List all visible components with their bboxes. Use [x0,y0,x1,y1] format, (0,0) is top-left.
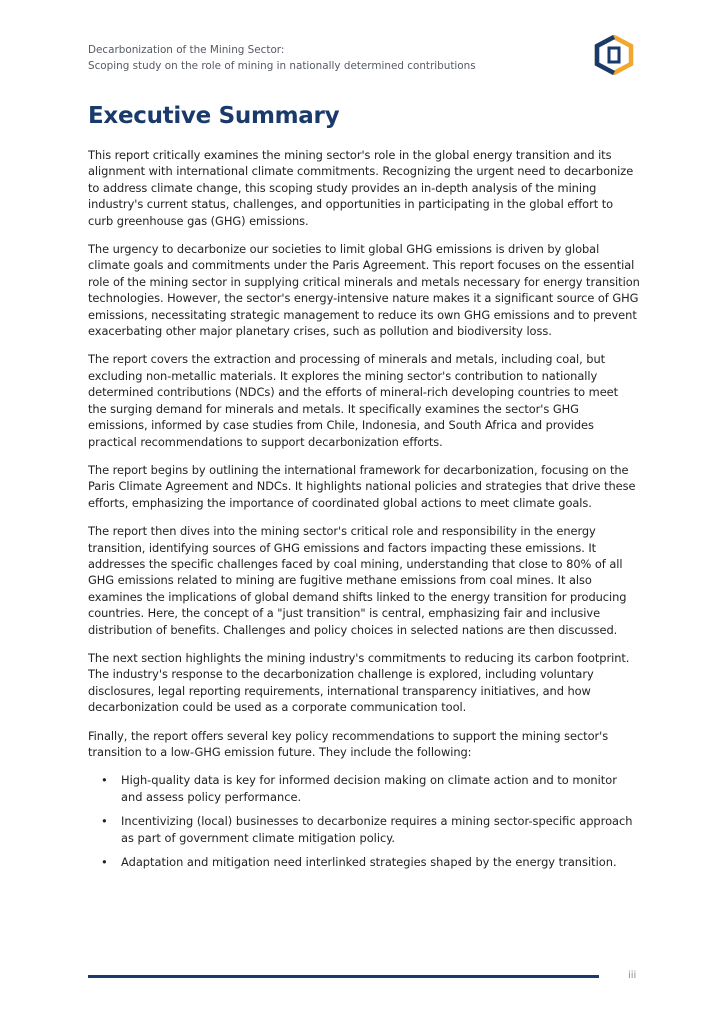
paragraph-4: The report begins by outlining the international framework for decarbonization, focusing on the Paris Climate Agreement and NDCs. It highlights national policies and strategies that drive these efforts, emphasizing the importance of coordinated global actions to meet climate goals. [88,462,636,510]
list-item [88,854,640,870]
running-header [88,42,568,74]
list-item-text: High-quality data is key for informed decision making on climate action and to monitor and assess policy performance. [121,773,617,804]
paragraph-5: The report then dives into the mining sector's critical role and responsibility in the energy transition, identifying sources of GHG emissions and factors impacting these emissions. It addresses the specific challenges faced by coal mining, understanding that close to 80% of all GHG emissions related to mining are fugitive methane emissions from coal mines. It also examines the implications of global demand shifts linked to the energy transition for producing countries. Here, the concept of a "just transition" is central, emphasizing fair and inclusive distribution of benefits. Challenges and policy choices in selected nations are then discussed. [88,524,627,637]
paragraph-7: Finally, the report offers several key policy recommendations to support the mining sector's transition to a low-GHG emission future. They include the following: [88,728,609,759]
page-number: iii [628,970,637,981]
header-line-1: Decarbonization of the Mining Sector: [88,44,285,56]
footer-divider [88,975,599,978]
list-item [88,772,640,805]
body-content [88,147,640,878]
hexagon-logo-icon [592,35,636,75]
bullet-marker: • [101,814,108,829]
recommendations-list [88,772,640,870]
paragraph-3: The report covers the extraction and processing of minerals and metals, including coal, but excluding non-metallic materials. It explores the mining sector's contribution to nationally determined contributions (NDCs) and the efforts of mineral-rich developing countries to meet the surging demand for minerals and metals. It specifically examines the sector's GHG emissions, informed by case studies from Chile, Indonesia, and South Africa and provides practical recommendations to support decarbonization efforts. [88,352,619,449]
paragraph-2: The urgency to decarbonize our societies to limit global GHG emissions is driven by global climate goals and commitments under the Paris Agreement. This report focuses on the essential role of the mining sector in supplying critical minerals and metals necessary for energy transition technologies. However, the sector's energy-intensive nature makes it a significant source of GHG emissions, necessitating strategic management to reduce its own GHG emissions and to prevent exacerbating other major planetary crises, such as pollution and biodiversity loss. [88,242,640,339]
paragraph-1: This report critically examines the mining sector's role in the global energy transition and its alignment with international climate commitments. Recognizing the urgent need to decarbonize to address climate change, this scoping study provides an in-depth analysis of the mining industry's current status, challenges, and opportunities in participating in the global effort to curb greenhouse gas (GHG) emissions. [88,148,634,228]
list-item-text: Incentivizing (local) businesses to decarbonize requires a mining sector-specific approach as part of government climate mitigation policy. [121,814,633,845]
header-line-2: Scoping study on the role of mining in nationally determined contributions [88,60,476,72]
paragraph-6: The next section highlights the mining industry's commitments to reducing its carbon footprint. The industry's response to the decarbonization challenge is explored, including voluntary disclosures, legal reporting requirements, international transparency initiatives, and how decarbonization could be used as a corporate communication tool. [88,650,630,715]
bullet-marker: • [101,773,108,788]
page-title: Executive Summary [88,103,340,129]
list-item [88,813,640,846]
bullet-marker: • [101,855,108,870]
list-item-text: Adaptation and mitigation need interlinked strategies shaped by the energy transition. [121,855,617,870]
